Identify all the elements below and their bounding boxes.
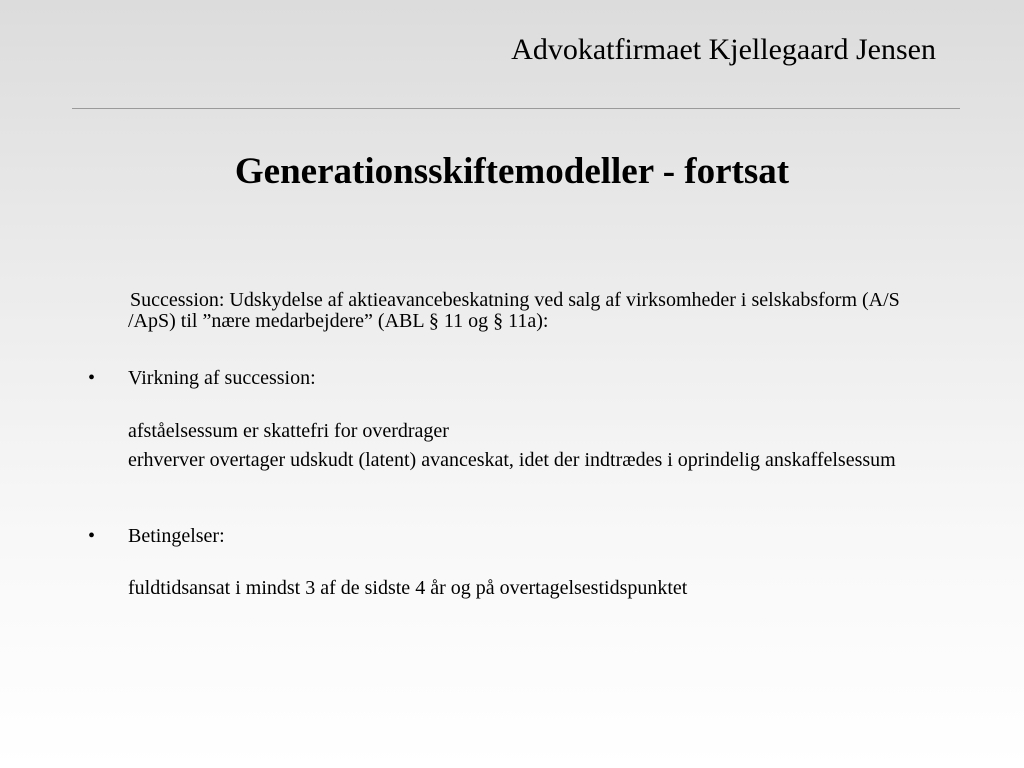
sub-item: afståelsessum er skattefri for overdrager [128, 420, 449, 442]
sub-item: fuldtidsansat i mindst 3 af de sidste 4 år og på overtagelsestidspunktet [128, 577, 688, 599]
bullet-label: Betingelser: [128, 525, 225, 547]
bullet-icon: • [88, 367, 96, 389]
intro-paragraph: Succession: Udskydelse af aktieavancebeskatning ved salg af virksomheder i selskabsform (A/S /ApS) til ”nære medarbejdere” (ABL § 11 og § 11a): [128, 289, 900, 332]
slide-title: Generationsskiftemodeller - fortsat [234, 151, 790, 192]
sub-item: erhverver overtager udskudt (latent) avanceskat, idet der indtrædes i oprindelig anskaffelsessum [128, 449, 896, 471]
bullet-item-virkning [88, 366, 316, 390]
bullet-label: Virkning af succession: [128, 367, 316, 389]
firm-name: Advokatfirmaet Kjellegaard Jensen [511, 33, 936, 66]
bullet-icon: • [88, 525, 96, 547]
bullet-item-betingelser [88, 524, 225, 548]
